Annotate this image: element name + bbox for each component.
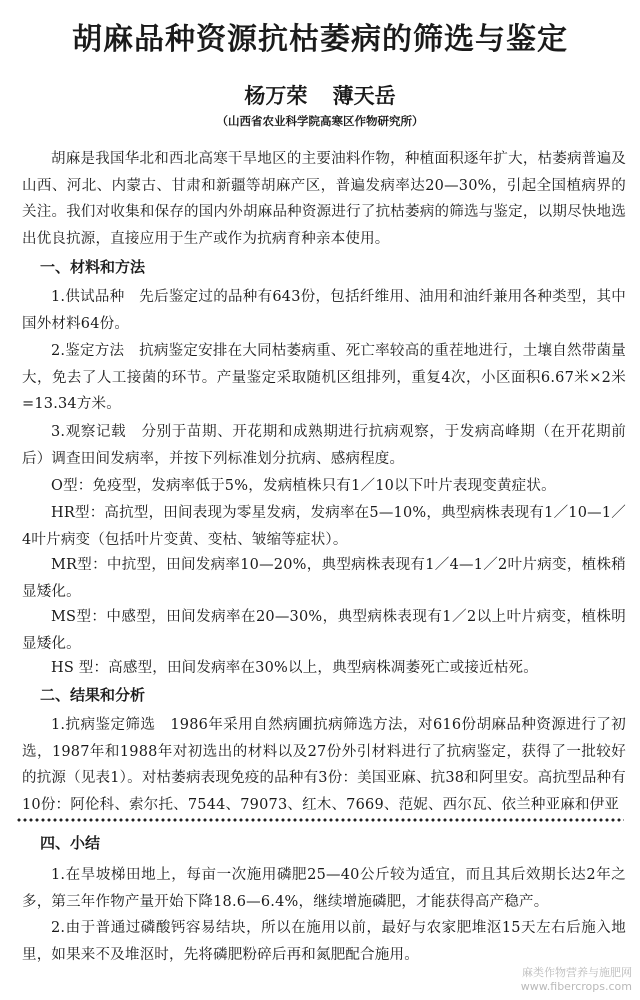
- paragraph-identification-method: 2.鉴定方法 抗病鉴定安排在大同枯萎病重、死亡率较高的重茬地进行，土壤自然带菌量大，免去了人工接菌的环节。产量鉴定采取随机区组排列，重复4次，小区面积6.67米×2米=13.34方米。: [22, 343, 626, 412]
- grade-o-immune: O型：免疫型，发病率低于5%，发病植株只有1／10以下叶片表现变黄症状。: [51, 478, 556, 494]
- grade-mr-moderate-resistance: MR型：中抗型，田间发病率10—20%，典型病株表现有1／4—1／2叶片病变，植株稍显矮化。: [22, 557, 626, 600]
- section-heading-results-analysis: 二、结果和分析: [40, 686, 146, 704]
- grade-hr-high-resistance: HR型：高抗型，田间表现为零星发病，发病率在5—10%，典型病株表现有1／10—1／4叶片病变（包括叶片变黄、变枯、皱缩等症状）。: [22, 505, 626, 548]
- paragraph-summary-2: 2.由于普通过磷酸钙容易结块，所以在施用以前，最好与农家肥堆沤15天左右后施入地里，如果来不及堆沤时，先将磷肥粉碎后再和氮肥配合施用。: [22, 920, 626, 963]
- paragraph-resistance-screening: 1.抗病鉴定筛选 1986年采用自然病圃抗病筛选方法，对616份胡麻品种资源进行了初选，1987年和1988年对初选出的材料以及27份外引材料进行了抗病鉴定，获得了一批较好的抗源（见表1）。对枯萎病表现免疫的品种有3份：美国亚麻、抗38和阿里安。高抗型品种有10份：阿伦科、索尔托、7544、79073、红木、7669、范妮、西尔瓦、依兰种亚麻和伊亚: [22, 717, 626, 813]
- grade-ms-moderate-susceptible: MS型：中感型，田间发病率在20—30%，典型病株表现有1／2以上叶片病变，植株明显矮化。: [22, 609, 626, 652]
- section-heading-summary: 四、小结: [40, 834, 101, 852]
- affiliation: （山西省农业科学院高寒区作物研究所）: [216, 114, 424, 128]
- watermark-url: www.fibercrops.com: [520, 980, 632, 993]
- paragraph-summary-1: 1.在旱坡梯田地上，每亩一次施用磷肥25—40公斤较为适宜，而且其后效期长达2年之多，第三年作物产量开始下降18.6—6.4%，继续增施磷肥，才能获得高产稳产。: [22, 867, 626, 910]
- authors: 杨万荣 薄天岳: [244, 84, 396, 108]
- intro-paragraph: 胡麻是我国华北和西北高寒干旱地区的主要油料作物，种植面积逐年扩大，枯萎病普遍及山西、河北、内蒙古、甘肃和新疆等胡麻产区，普遍发病率达20—30%，引起全国植病界的关注。我们对收集和保存的国内外胡麻品种资源进行了抗枯萎病的筛选与鉴定，以期尽快地选出优良抗源，直接应用于生产或作为抗病育种亲本使用。: [22, 151, 626, 247]
- page-cut-divider: [16, 817, 624, 823]
- paper-title: 胡麻品种资源抗枯萎病的筛选与鉴定: [72, 22, 568, 57]
- watermark-name: 麻类作物营养与施肥网: [522, 966, 632, 979]
- site-watermark: [521, 966, 632, 994]
- section-heading-materials-methods: 一、材料和方法: [40, 258, 146, 276]
- grade-hs-high-susceptible: HS 型：高感型，田间发病率在30%以上，典型病株凋萎死亡或接近枯死。: [51, 660, 538, 676]
- paragraph-observation-records: 3.观察记载 分别于苗期、开花期和成熟期进行抗病观察，于发病高峰期（在开花期前后）调查田间发病率，并按下列标准划分抗病、感病程度。: [22, 424, 626, 467]
- paragraph-test-varieties: 1.供试品种 先后鉴定过的品种有643份，包括纤维用、油用和油纤兼用各种类型，其中国外材料64份。: [22, 289, 626, 332]
